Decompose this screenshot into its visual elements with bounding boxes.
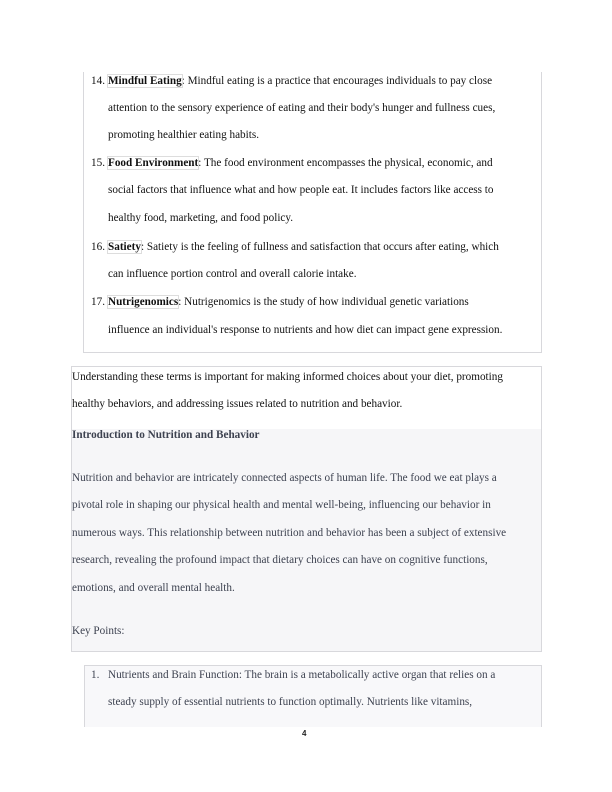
key-point-line: Nutrients and Brain Function: The brain is a metabolically active organ that relies on a [108,669,496,681]
definition-line [108,240,499,254]
definition-text: can influence portion control and overall calorie intake. [108,268,357,280]
intro-heading: Introduction to Nutrition and Behavior [72,429,260,441]
definition-term: Satiety [108,241,141,253]
page-number: 4 [302,729,307,738]
definition-line [108,128,259,142]
definition-text: influence an individual's response to nutrients and how diet can impact gene expression. [108,324,503,336]
definition-text: : Mindful eating is a practice that encourages individuals to pay close [181,75,493,87]
intro-paragraph-line: emotions, and overall mental health. [72,582,235,594]
intro-paragraph-line: research, revealing the profound impact that dietary choices can have on cognitive functions, [72,554,488,566]
summary-line: healthy behaviors, and addressing issues related to nutrition and behavior. [72,398,403,410]
key-point-number: 1. [91,669,100,681]
definition-line [108,211,293,225]
definition-text: promoting healthier eating habits. [108,129,259,141]
definition-line [108,183,494,197]
definition-line [108,101,495,115]
key-point-line: steady supply of essential nutrients to function optimally. Nutrients like vitamins, [108,696,473,708]
intro-paragraph-line: numerous ways. This relationship between nutrition and behavior has been a subject of extensive [72,527,507,539]
definition-text: healthy food, marketing, and food policy. [108,212,294,224]
definition-text: : Satiety is the feeling of fullness and satisfaction that occurs after eating, which [140,241,499,253]
definition-text: social factors that influence what and how people eat. It includes factors like access to [108,184,494,196]
definition-text: attention to the sensory experience of eating and their body's hunger and fullness cues, [108,102,496,114]
definition-number: 14. [91,75,105,87]
definition-line [108,156,493,170]
intro-paragraph-line: pivotal role in shaping our physical health and mental well-being, influencing our behavior in [72,499,491,511]
intro-paragraph-line: Nutrition and behavior are intricately connected aspects of human life. The food we eat plays a [72,472,497,484]
definition-line [108,323,502,337]
key-points-label: Key Points: [72,625,125,637]
definition-line [108,74,492,88]
intro-shade [72,429,541,651]
definition-line [108,295,469,309]
definition-text: : Nutrigenomics is the study of how individual genetic variations [178,296,469,308]
definition-text: : The food environment encompasses the physical, economic, and [198,157,493,169]
summary-line: Understanding these terms is important for making informed choices about your diet, promoting [72,371,503,383]
definition-number: 17. [91,296,105,308]
definition-number: 16. [91,241,105,253]
definition-term: Food Environment [108,157,199,169]
definition-line [108,267,357,281]
definition-number: 15. [91,157,105,169]
definition-term: Nutrigenomics [108,296,179,308]
definition-term: Mindful Eating [108,75,182,87]
